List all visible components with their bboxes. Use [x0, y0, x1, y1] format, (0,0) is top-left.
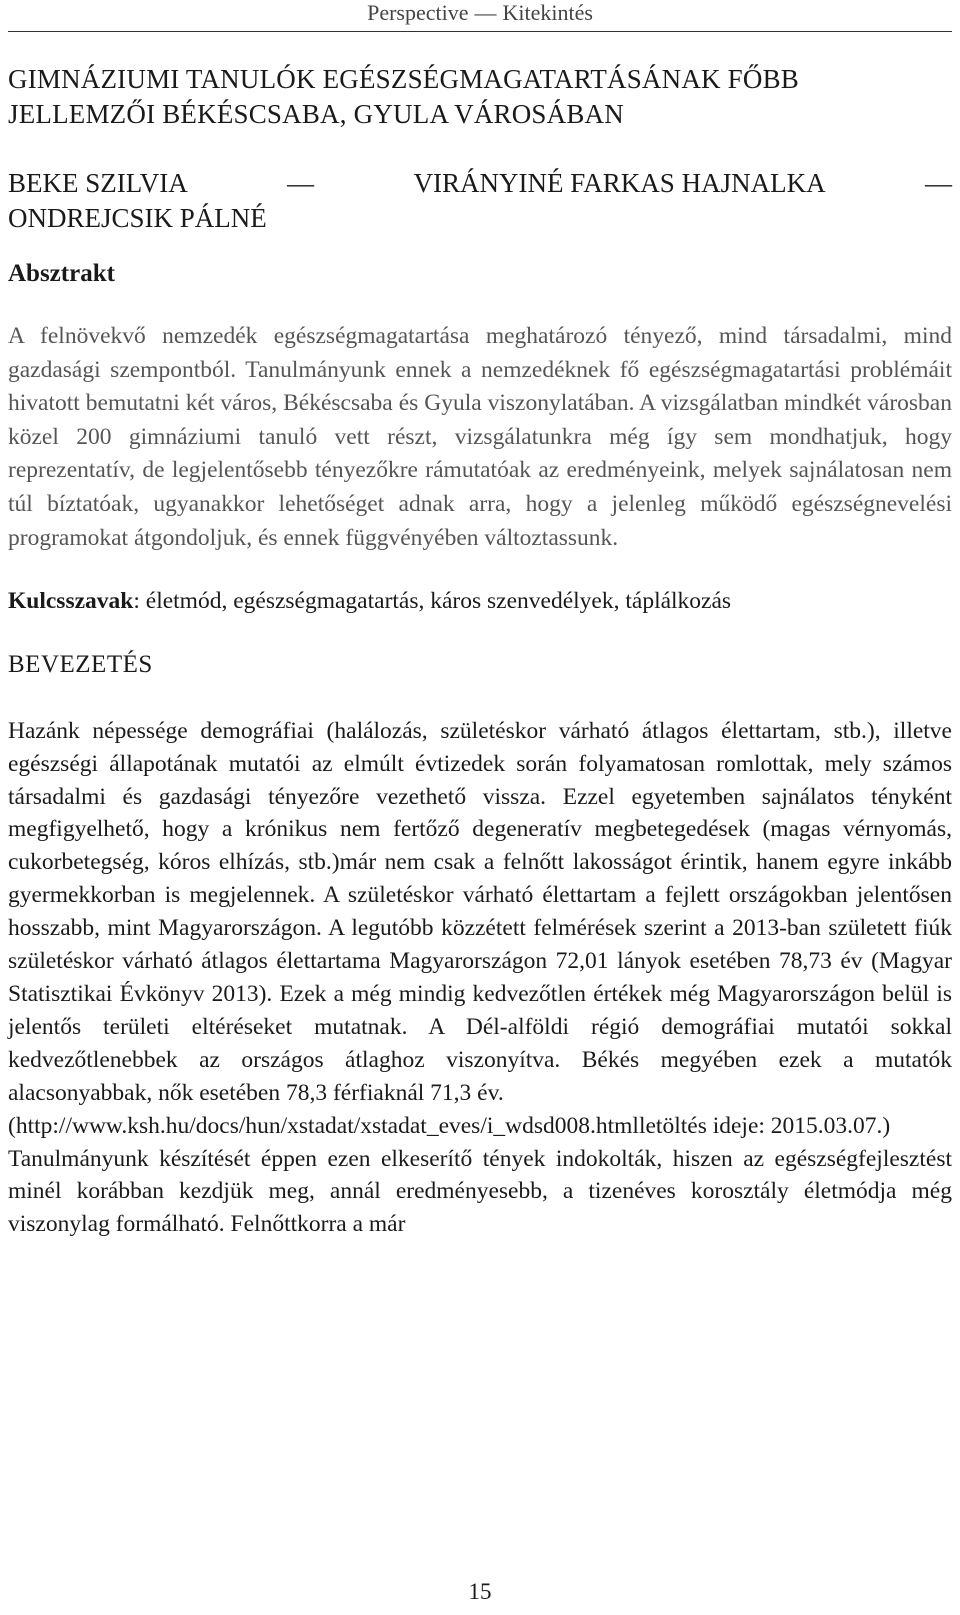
- author-1: BEKE SZILVIA: [8, 168, 188, 198]
- section-heading: BEVEZETÉS: [8, 650, 153, 678]
- header-rule: [8, 31, 952, 32]
- journal-name: Perspective: [367, 0, 469, 25]
- journal-subtitle: Kitekintés: [502, 0, 593, 25]
- author-list: [8, 166, 952, 236]
- header-separator: —: [474, 0, 497, 25]
- body-paragraph-2: (http://www.ksh.hu/docs/hun/xstadat/xstadat_eves/i_wdsd008.htmlletöltés ideje: 2015.03.07.): [8, 1112, 891, 1139]
- body-paragraph-3: Tanulmányunk készítését éppen ezen elkeserítő tények indokolták, hiszen az egészségfejlesztést minél korábban kezdjük meg, annál eredményesebb, a tizenéves korosztály életmódja még viszonylag formálható. Felnőttkorra a már: [8, 1145, 952, 1238]
- author-separator-2: —: [924, 168, 952, 198]
- author-2: VIRÁNYINÉ FARKAS HAJNALKA: [413, 168, 826, 198]
- section-body: [8, 715, 952, 1242]
- page-number: 15: [468, 1579, 492, 1604]
- keywords: [8, 585, 952, 619]
- body-paragraph-1: Hazánk népessége demográfiai (halálozás, születéskor várható átlagos élettartam, stb.), illetve egészségi állapotának mutatói az elmúlt évtizedek során folyamatosan romlottak, mely számos társadalmi és gazdasági tényezőre vezethető vissza. Ezzel egyetemben sajnálatos tényként megfigyelhető, hogy a krónikus nem fertőző degeneratív megbetegedések (magas vérnyomás, cukorbetegség, kóros elhízás, stb.)már nem csak a felnőtt lakosságot érintik, hanem egyre inkább gyermekkorban is megjelennek. A születéskor várható élettartam a fejlett országokban jelentősen hosszabb, mint Magyarországon. A legutóbb közzétett felmérések szerint a 2013-ban született fiúk születéskor várható átlagos élettartama Magyarországon 72,01 lányok esetében 78,73 év (Magyar Statisztikai Évkönyv 2013). Ezek a még mindig kedvezőtlen értékek még Magyarországon belül is jelentős területi eltéréseket mutatnak. A Dél-alföldi régió demográfiai mutatói sokkal kedvezőtlenebbek az országos átlaghoz viszonyítva. Békés megyében ezek a mutatók alacsonyabbak, nők esetében 78,3 férfiaknál 71,3 év.: [8, 717, 952, 1106]
- author-line-1: [8, 166, 952, 201]
- running-header: [0, 0, 960, 32]
- title-line-2: JELLEMZŐI BÉKÉSCSABA, GYULA VÁROSÁBAN: [8, 99, 624, 129]
- author-separator-1: —: [287, 168, 315, 198]
- page-content: [8, 62, 952, 1241]
- keywords-text: : életmód, egészségmagatartás, káros szenvedélyek, táplálkozás: [133, 588, 732, 615]
- article-title: [8, 62, 952, 132]
- author-3: ONDREJCSIK PÁLNÉ: [8, 203, 267, 233]
- keywords-label: Kulcsszavak: [8, 588, 134, 615]
- title-line-1: GIMNÁZIUMI TANULÓK EGÉSZSÉGMAGATARTÁSÁNAK FŐBB: [8, 64, 800, 94]
- abstract-text: A felnövekvő nemzedék egészségmagatartása meghatározó tényező, mind társadalmi, mind gazdasági szempontból. Tanulmányunk ennek a nemzedéknek fő egészségmagatartási problémáit hivatott bemutatni két város, Békéscsaba és Gyula viszonylatában. A vizsgálatban mindkét városban közel 200 gimnáziumi tanuló vett részt, vizsgálatunkra még így sem mondhatjuk, hogy reprezentatív, de legjelentősebb tényezőkre rámutatóak az eredményeink, melyek sajnálatosan nem túl bíztatóak, ugyanakkor lehetőséget adnak arra, hogy a jelenleg működő egészségnevelési programokat átgondoljuk, és ennek függvényében változtassunk.: [8, 323, 952, 551]
- abstract-heading: Absztrakt: [8, 260, 115, 287]
